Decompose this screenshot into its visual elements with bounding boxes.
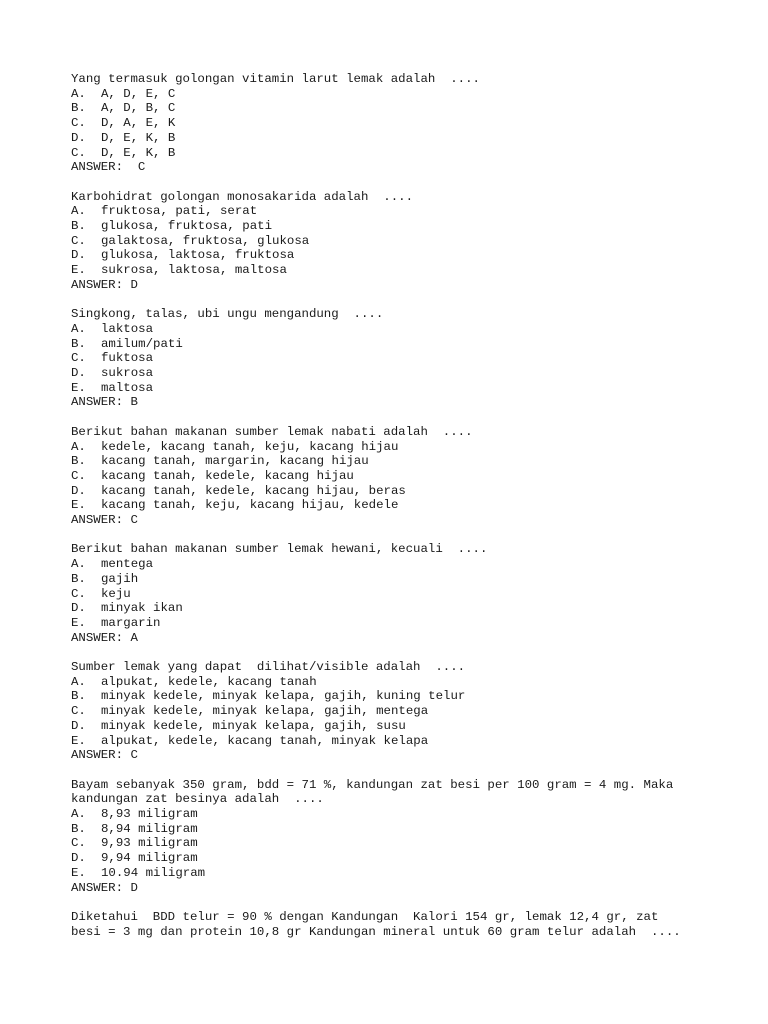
option-letter: A. [71,557,86,572]
answer-option [71,557,731,572]
option-text: alpukat, kedele, kacang tanah, minyak kelapa [101,733,429,748]
answer-key: ANSWER: D [71,880,138,895]
option-letter: A. [71,674,86,689]
answer-option [71,322,731,337]
option-letter: A. [71,321,86,336]
option-text: kacang tanah, margarin, kacang hijau [101,454,369,469]
answer-option [71,351,731,366]
question-stem: Sumber lemak yang dapat dilihat/visible adalah .... [71,660,466,675]
question-stem: Karbohidrat golongan monosakarida adalah .... [71,189,414,204]
answer-option [71,131,731,146]
option-text: amilum/pati [101,336,183,351]
option-text: minyak kedele, minyak kelapa, gajih, susu [101,718,406,733]
question-stem: Berikut bahan makanan sumber lemak hewani, kecuali .... [71,542,488,557]
option-text: fuktosa [101,351,154,366]
option-letter: D. [71,366,86,381]
option-text: 9,94 miligram [101,851,198,866]
option-letter: C. [71,468,86,483]
question-block [71,660,731,763]
option-text: kacang tanah, kedele, kacang hijau [101,468,354,483]
question-block [71,190,731,293]
option-text: D, A, E, K [101,116,176,131]
option-letter: E. [71,615,86,630]
question-stem: Singkong, talas, ubi ungu mengandung .... [71,307,384,322]
answer-key: ANSWER: A [71,630,138,645]
document-page [71,72,731,939]
option-text: A, D, E, C [101,86,176,101]
option-text: kacang tanah, kedele, kacang hijau, beras [101,483,406,498]
question-stem: Berikut bahan makanan sumber lemak nabati adalah .... [71,424,473,439]
option-text: kacang tanah, keju, kacang hijau, kedele [101,498,399,513]
option-letter: B. [71,336,86,351]
option-letter: D. [71,851,86,866]
option-text: mentega [101,557,154,572]
option-letter: B. [71,821,86,836]
answer-option [71,866,731,881]
option-letter: B. [71,571,86,586]
option-text: A, D, B, C [101,101,176,116]
question-stem: Diketahui BDD telur = 90 % dengan Kandungan Kalori 154 gr, lemak 12,4 gr, zat besi = 3 mg dan protein 10,8 gr Kandungan mineral untuk 60 gram telur adalah .... [71,909,681,939]
answer-option [71,836,731,851]
option-text: keju [101,586,131,601]
option-letter: C. [71,145,86,160]
answer-option [71,454,731,469]
option-text: sukrosa, laktosa, maltosa [101,263,287,278]
answer-option [71,234,731,249]
answer-key: ANSWER: C [71,160,146,175]
question-block [71,72,731,175]
answer-key: ANSWER: B [71,395,138,410]
option-letter: B. [71,219,86,234]
option-text: maltosa [101,380,154,395]
option-text: alpukat, kedele, kacang tanah [101,674,317,689]
option-text: gajih [101,571,139,586]
question-stem: Bayam sebanyak 350 gram, bdd = 71 %, kandungan zat besi per 100 gram = 4 mg. Maka kandungan zat besinya adalah .... [71,777,674,807]
option-letter: A. [71,807,86,822]
option-letter: E. [71,865,86,880]
answer-option [71,587,731,602]
answer-option [71,601,731,616]
option-text: 9,93 miligram [101,836,198,851]
option-text: galaktosa, fruktosa, glukosa [101,233,310,248]
answer-option [71,366,731,381]
option-letter: B. [71,689,86,704]
option-text: minyak kedele, minyak kelapa, gajih, kuning telur [101,689,466,704]
question-block [71,542,731,645]
option-text: fruktosa, pati, serat [101,204,258,219]
option-letter: E. [71,733,86,748]
option-text: glukosa, laktosa, fruktosa [101,248,295,263]
answer-option [71,101,731,116]
answer-option [71,204,731,219]
option-letter: C. [71,116,86,131]
option-text: glukosa, fruktosa, pati [101,219,273,234]
option-text: D, E, K, B [101,130,176,145]
option-letter: E. [71,498,86,513]
answer-option [71,263,731,278]
option-letter: D. [71,483,86,498]
option-text: D, E, K, B [101,145,176,160]
answer-option [71,116,731,131]
answer-key: ANSWER: C [71,513,138,528]
option-text: 8,94 miligram [101,821,198,836]
answer-option [71,689,731,704]
answer-option [71,146,731,161]
option-letter: E. [71,380,86,395]
answer-option [71,704,731,719]
answer-option [71,616,731,631]
option-text: sukrosa [101,366,154,381]
option-letter: D. [71,248,86,263]
option-letter: C. [71,704,86,719]
option-letter: A. [71,86,86,101]
option-text: minyak kedele, minyak kelapa, gajih, mentega [101,704,429,719]
option-text: 10.94 miligram [101,865,206,880]
answer-option [71,219,731,234]
option-text: 8,93 miligram [101,807,198,822]
option-text: kedele, kacang tanah, keju, kacang hijau [101,439,399,454]
option-letter: A. [71,204,86,219]
answer-option [71,337,731,352]
answer-option [71,469,731,484]
answer-key: ANSWER: C [71,748,138,763]
option-letter: C. [71,233,86,248]
answer-option [71,484,731,499]
option-letter: A. [71,439,86,454]
answer-option [71,248,731,263]
answer-option [71,572,731,587]
answer-option [71,381,731,396]
option-text: minyak ikan [101,601,183,616]
answer-option [71,822,731,837]
answer-option [71,851,731,866]
option-letter: E. [71,263,86,278]
answer-option [71,440,731,455]
answer-option [71,87,731,102]
answer-option [71,498,731,513]
question-block [71,307,731,410]
option-letter: B. [71,101,86,116]
answer-option [71,734,731,749]
option-letter: B. [71,454,86,469]
question-block [71,425,731,528]
option-letter: D. [71,601,86,616]
answer-key: ANSWER: D [71,277,138,292]
option-letter: C. [71,586,86,601]
option-letter: C. [71,836,86,851]
option-text: laktosa [101,321,154,336]
option-letter: C. [71,351,86,366]
answer-option [71,807,731,822]
option-text: margarin [101,615,161,630]
question-block [71,778,731,896]
question-stem: Yang termasuk golongan vitamin larut lemak adalah .... [71,72,480,86]
answer-option [71,719,731,734]
option-letter: D. [71,718,86,733]
option-letter: D. [71,130,86,145]
answer-option [71,675,731,690]
